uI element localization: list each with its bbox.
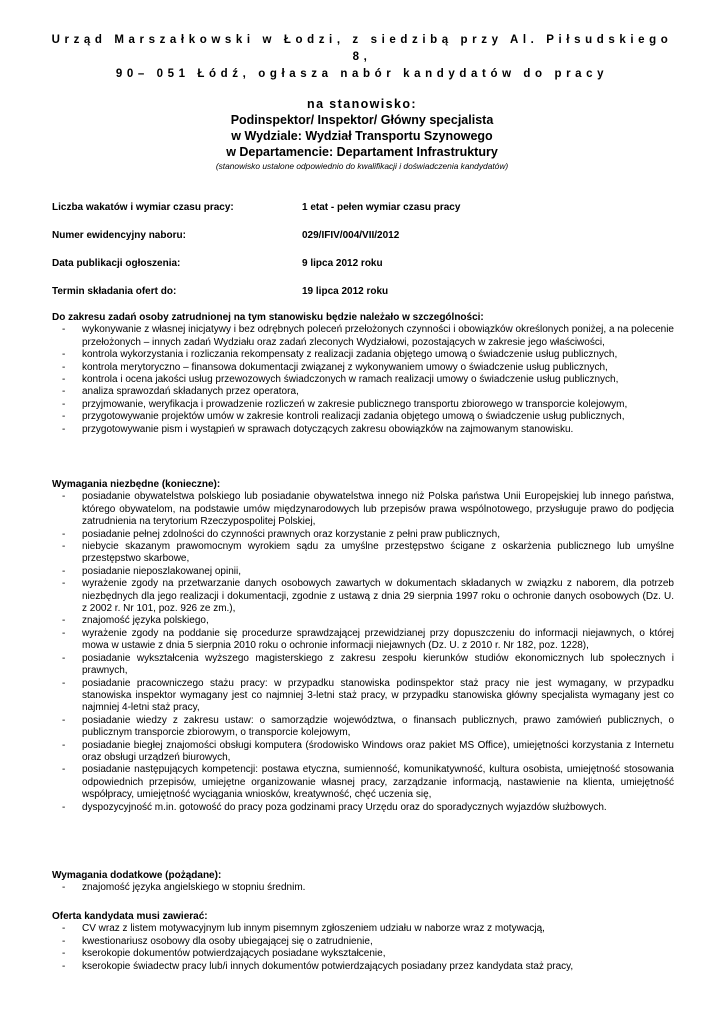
list-item: - wykonywanie z własnej inicjatywy i bez odrębnych poleceń przełożonych czynności i obowiązków określonych poniżej, a na polecenie przełożonych – innych zadań Wydziału oraz zadań zleconych Wydziałowi, pozostających w zakresie jego właściwości, bbox=[52, 324, 674, 349]
duties-list bbox=[52, 324, 674, 436]
org-line-1: Urząd Marszałkowski w Łodzi, z siedzibą przy Al. Piłsudskiego 8, bbox=[51, 34, 673, 63]
org-line-2: 90– 051 Łódź, ogłasza nabór kandydatów do pracy bbox=[115, 68, 609, 80]
list-item: - kontrola i ocena jakości usług przewozowych świadczonych w ramach realizacji umowy o świadczenie usług publicznych, bbox=[52, 374, 674, 386]
list-item: - posiadanie obywatelstwa polskiego lub posiadanie obywatelstwa innego niż Polska państwa Unii Europejskiej lub innego państwa, którego obywatelom, na podstawie umów międzynarodowych lub przepisów prawa wspólnotowego, przysługuje prawo do podjęcia zatrudnienia na terytorium Rzeczypospolitej Polskiej, bbox=[52, 491, 674, 528]
info-value: 029/IFIV/004/VII/2012 bbox=[302, 230, 400, 241]
list-item: - posiadanie biegłej znajomości obsługi komputera (środowisko Windows oraz pakiet MS Office), umiejętności korzystania z Internetu oraz obsługi urządzeń biurowych, bbox=[52, 740, 674, 765]
list-item: - dyspozycyjność m.in. gotowość do pracy poza godzinami pracy Urzędu oraz do sporadycznych wyjazdów służbowych. bbox=[52, 802, 674, 814]
info-value: 19 lipca 2012 roku bbox=[302, 286, 389, 297]
additional-list bbox=[52, 882, 674, 894]
info-label: Numer ewidencyjny naboru: bbox=[52, 230, 186, 241]
list-item: - posiadanie wiedzy z zakresu ustaw: o samorządzie województwa, o finansach publicznych, prawo zamówień publicznych, o publicznym transporcie zbiorowym, o transporcie kolejowym, bbox=[52, 715, 674, 740]
additional-section bbox=[52, 870, 674, 895]
info-label: Termin składania ofert do: bbox=[52, 286, 177, 297]
list-item: - kserokopie dokumentów potwierdzających posiadane wykształcenie, bbox=[52, 948, 674, 960]
list-item: - posiadanie pełnej zdolności do czynności prawnych oraz korzystanie z pełni praw publicznych, bbox=[52, 529, 674, 541]
offer-section bbox=[52, 911, 674, 973]
list-item: - kwestionariusz osobowy dla osoby ubiegającej się o zatrudnienie, bbox=[52, 936, 674, 948]
list-item: - kontrola wykorzystania i rozliczania rekompensaty z realizacji zadania objętego umową o świadczenie usług publicznych, bbox=[52, 349, 674, 361]
section-heading: Wymagania niezbędne (konieczne): bbox=[52, 479, 221, 490]
duties-section bbox=[52, 312, 674, 436]
list-item: - kserokopie świadectw pracy lub/i innych dokumentów potwierdzających posiadany przez kandydata staż pracy, bbox=[52, 961, 674, 973]
required-section bbox=[52, 479, 674, 814]
list-item: - przygotowywanie projektów umów w zakresie kontroli realizacji zadania objętego umową o świadczenie usług publicznych, bbox=[52, 411, 674, 423]
department-line: w Wydziale: Wydział Transportu Szynowego bbox=[231, 129, 493, 143]
list-item: - posiadanie nieposzlakowanej opinii, bbox=[52, 566, 674, 578]
list-item: - wyrażenie zgody na przetwarzanie danych osobowych zawartych w dokumentach składanych w związku z naborem, dla potrzeb niezbędnych dla jego realizacji i dokumentacji, zgodnie z ustawą z dnia 29 sierpnia 1997 roku o ochronie danych osobowych (Dz. U. z 2002 r. Nr 101, poz. 926 ze zm.), bbox=[52, 578, 674, 615]
position-intro: na stanowisko: bbox=[307, 97, 417, 111]
division-line: w Departamencie: Departament Infrastruktury bbox=[226, 145, 498, 159]
list-item: - posiadanie następujących kompetencji: postawa etyczna, sumienność, komunikatywność, kultura osobista, umiejętność stosowania odpowiednich przepisów, umiejętne organizowanie własnej pracy, zarządzanie informacją, nastawienie na klienta, umiejętność współpracy, umiejętność wyciągania wniosków, kreatywność, chęć uczenia się, bbox=[52, 764, 674, 801]
info-value: 1 etat - pełen wymiar czasu pracy bbox=[302, 202, 461, 213]
list-item: - analiza sprawozdań składanych przez operatora, bbox=[52, 386, 674, 398]
list-item: - przygotowywanie pism i wystąpień w sprawach dotyczących zakresu obowiązków na zajmowanym stanowisku. bbox=[52, 424, 674, 436]
list-item: - posiadanie pracowniczego stażu pracy: w przypadku stanowiska podinspektor staż pracy nie jest wymagany, w przypadku stanowiska inspektor wymagany jest co najmniej 3-letni staż pracy, w przypadku stanowiska główny specjalista wymagany jest co najmniej 4-letni staż pracy, bbox=[52, 678, 674, 715]
list-item: - znajomość języka polskiego, bbox=[52, 615, 674, 627]
position-title: Podinspektor/ Inspektor/ Główny specjalista bbox=[230, 113, 494, 127]
info-value: 9 lipca 2012 roku bbox=[302, 258, 383, 269]
info-label: Liczba wakatów i wymiar czasu pracy: bbox=[52, 202, 234, 213]
list-item: - posiadanie wykształcenia wyższego magisterskiego z zakresu zespołu kierunków studiów ekonomicznych lub społecznych i prawnych, bbox=[52, 653, 674, 678]
offer-list bbox=[52, 923, 674, 973]
required-list bbox=[52, 491, 674, 814]
list-item: - niebycie skazanym prawomocnym wyrokiem sądu za umyślne przestępstwo ścigane z oskarżenia publicznego lub umyślne przestępstwo skarbowe, bbox=[52, 541, 674, 566]
list-item: - przyjmowanie, weryfikacja i prowadzenie rozliczeń w zakresie publicznego transportu zbiorowego w transporcie kolejowym, bbox=[52, 399, 674, 411]
section-heading: Do zakresu zadań osoby zatrudnionej na tym stanowisku będzie należało w szczególności: bbox=[52, 312, 484, 323]
position-block bbox=[40, 96, 684, 172]
info-label: Data publikacji ogłoszenia: bbox=[52, 258, 181, 269]
section-heading: Wymagania dodatkowe (pożądane): bbox=[52, 870, 222, 881]
announcement-header bbox=[40, 32, 684, 83]
position-note: (stanowisko ustalone odpowiednio do kwalifikacji i doświadczenia kandydatów) bbox=[215, 161, 509, 171]
list-item: - CV wraz z listem motywacyjnym lub innym pisemnym zgłoszeniem udziału w naborze wraz z motywacją, bbox=[52, 923, 674, 935]
section-heading: Oferta kandydata musi zawierać: bbox=[52, 911, 208, 922]
list-item: - kontrola merytoryczno – finansowa dokumentacji związanej z wykonywaniem umowy o świadczenie usług publicznych, bbox=[52, 362, 674, 374]
list-item: - znajomość języka angielskiego w stopniu średnim. bbox=[52, 882, 674, 894]
list-item: - wyrażenie zgody na poddanie się procedurze sprawdzającej przewidzianej przy dopuszczeniu do informacji niejawnych, o której mowa w ustawie z dnia 5 sierpnia 2010 roku o ochronie informacji niejawnych (Dz. U. z 2010 r. Nr 182, poz. 1228), bbox=[52, 628, 674, 653]
